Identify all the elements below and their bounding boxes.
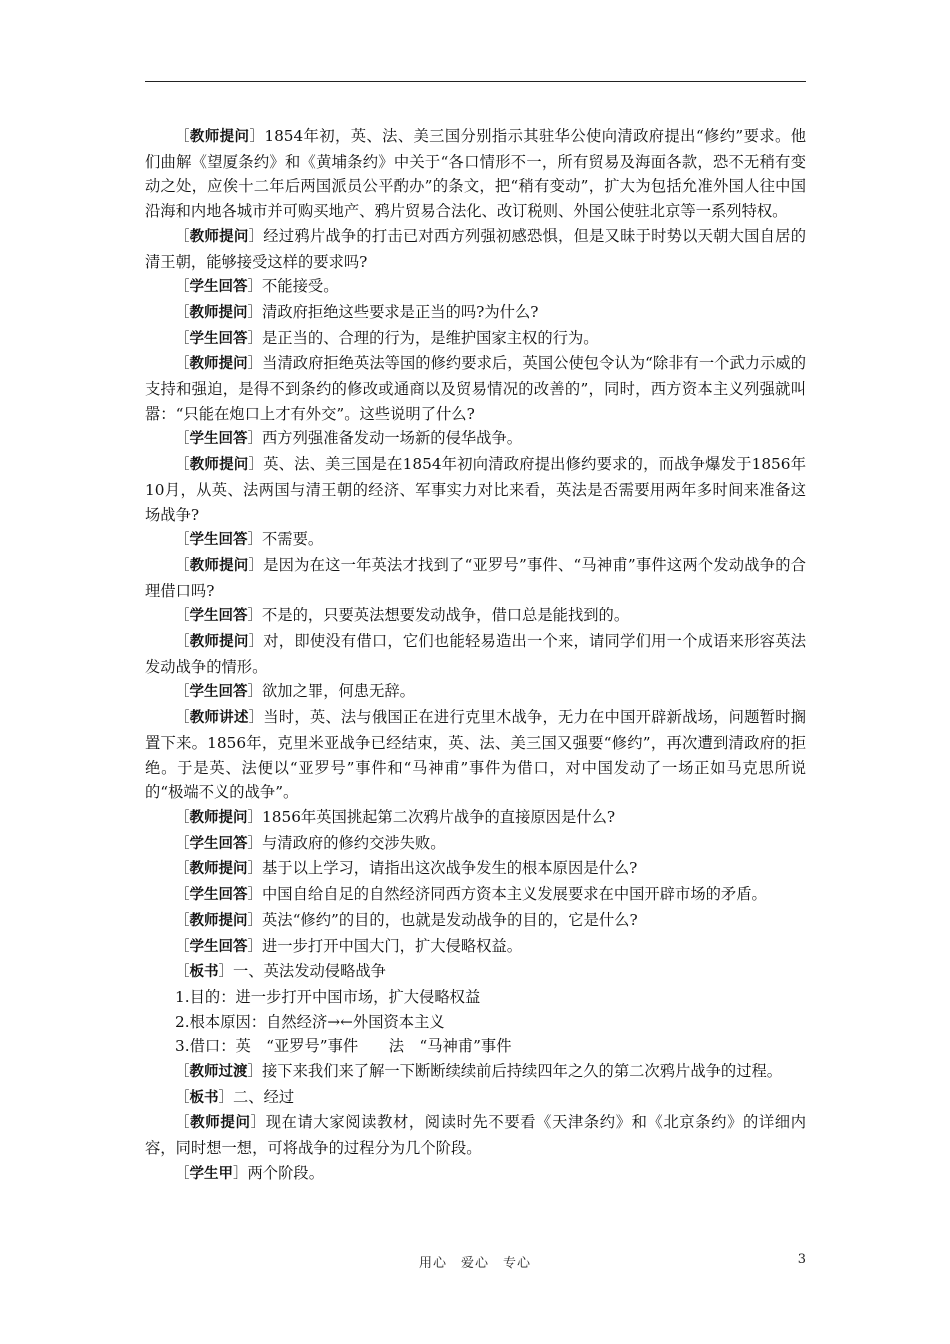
paragraph: ［学生回答］欲加之罪，何患无辞。: [175, 682, 415, 701]
paragraph: ［学生回答］是正当的、合理的行为，是维护国家主权的行为。: [175, 328, 599, 347]
speaker-tag: ［教师提问］: [175, 634, 264, 651]
speaker-tag: ［学生回答］: [175, 279, 262, 296]
page-number: 3: [797, 1252, 806, 1267]
paragraph: ［板书］二、经过: [175, 1087, 295, 1106]
speaker-tag: ［教师提问］: [175, 304, 262, 321]
speaker-tag: ［教师提问］: [175, 809, 262, 826]
paragraph: ［教师提问］是因为在这一年英法才找到了“亚罗号”事件、“马神甫”事件这两个发动战争的合理借口吗?: [145, 555, 807, 600]
paragraph: ［学生回答］进一步打开中国大门，扩大侵略权益。: [175, 936, 523, 955]
paragraph: ［教师提问］英法“修约”的目的，也就是发动战争的目的，它是什么?: [175, 910, 638, 929]
speaker-tag: ［学生回答］: [175, 887, 262, 904]
speaker-tag: ［教师提问］: [175, 912, 262, 929]
speaker-tag: ［教师提问］: [175, 356, 263, 373]
board-list-item: 1.目的：进一步打开中国市场，扩大侵略权益: [175, 987, 481, 1006]
paragraph: ［教师提问］经过鸦片战争的打击已对西方列强初感恐惧，但是又昧于时势以天朝大国自居的清王朝，能够接受这样的要求吗?: [145, 226, 806, 271]
paragraph: ［教师提问］清政府拒绝这些要求是正当的吗?为什么?: [175, 302, 539, 321]
speaker-tag: ［学生回答］: [175, 608, 262, 625]
header-rule: [145, 81, 806, 82]
paragraph: ［学生回答］中国自给自足的自然经济同西方资本主义发展要求在中国开辟市场的矛盾。: [175, 885, 767, 904]
speaker-tag: ［学生回答］: [175, 835, 262, 852]
speaker-tag: ［学生回答］: [175, 532, 262, 549]
speaker-tag: ［教师过渡］: [175, 1064, 262, 1081]
paragraph: ［学生回答］不是的，只要英法想要发动战争，借口总是能找到的。: [175, 606, 630, 625]
speaker-tag: ［教师提问］: [175, 557, 264, 574]
paragraph: ［教师提问］当清政府拒绝英法等国的修约要求后，英国公使包令认为“除非有一个武力示威的支持和强迫，是得不到条约的修改或通商以及贸易情况的改善的”，同时，西方资本主义列强就叫嚣：“只能在炮口上才有外交”。这些说明了什么?: [145, 354, 807, 423]
paragraph: ［学生回答］与清政府的修约交涉失败。: [175, 833, 446, 852]
board-list-item: 2.根本原因：自然经济→←外国资本主义: [175, 1012, 445, 1031]
speaker-tag: ［教师提问］: [175, 861, 262, 878]
speaker-tag: ［教师提问］: [175, 1115, 266, 1132]
paragraph: ［教师提问］对，即使没有借口，它们也能轻易造出一个来，请同学们用一个成语来形容英法发动战争的情形。: [145, 632, 806, 676]
speaker-tag: ［学生回答］: [175, 330, 262, 347]
paragraph: ［教师提问］现在请大家阅读教材，阅读时先不要看《天津条约》和《北京条约》的详细内容，同时想一想，可将战争的过程分为几个阶段。: [145, 1113, 807, 1158]
document-body: [145, 124, 806, 1187]
paragraph: ［学生甲］两个阶段。: [175, 1163, 324, 1182]
paragraph: ［学生回答］不能接受。: [175, 277, 339, 296]
speaker-tag: ［教师讲述］: [175, 710, 264, 727]
paragraph: ［教师提问］基于以上学习，请指出这次战争发生的根本原因是什么?: [175, 859, 638, 878]
paragraph: ［学生回答］不需要。: [175, 530, 324, 549]
speaker-tag: ［教师提问］: [175, 228, 264, 245]
paragraph: ［板书］一、英法发动侵略战争: [175, 962, 386, 981]
speaker-tag: ［板书］: [175, 964, 233, 981]
footer-motto: 用心 爱心 专心: [418, 1256, 531, 1271]
board-list-item: 3.借口：英 “亚罗号”事件 法 “马神甫”事件: [175, 1037, 512, 1056]
paragraph: ［教师讲述］当时，英、法与俄国正在进行克里木战争，无力在中国开辟新战场，问题暂时搁置下来。1856年，克里米亚战争已经结束，英、法、美三国又强要“修约”，再次遭到清政府的拒绝。于是英、法便以“亚罗号”事件和“马神甫”事件为借口，对中国发动了一场正如马克思所说的“极端不义的战争”。: [145, 708, 806, 802]
speaker-tag: ［学生回答］: [175, 684, 262, 701]
speaker-tag: ［学生回答］: [175, 431, 262, 448]
paragraph: ［教师提问］1856年英国挑起第二次鸦片战争的直接原因是什么?: [175, 807, 616, 826]
paragraph: ［学生回答］西方列强准备发动一场新的侵华战争。: [175, 429, 523, 448]
speaker-tag: ［学生回答］: [175, 938, 262, 955]
paragraph: ［教师提问］1854年初，英、法、美三国分别指示其驻华公使向清政府提出“修约”要求。他们曲解《望厦条约》和《黄埔条约》中关于“各口情形不一，所有贸易及海面各款，恐不无稍有变动之处，应俟十二年后两国派员公平酌办”的条文，把“稍有变动”，扩大为包括允准外国人往中国沿海和内地各城市并可购买地产、鸦片贸易合法化、改订税则、外国公使驻北京等一系列特权。: [145, 127, 806, 221]
paragraph: ［教师过渡］接下来我们来了解一下断断续续前后持续四年之久的第二次鸦片战争的过程。: [175, 1062, 783, 1081]
speaker-tag: ［教师提问］: [175, 457, 264, 474]
speaker-tag: ［学生甲］: [175, 1165, 248, 1182]
speaker-tag: ［教师提问］: [175, 129, 265, 145]
speaker-tag: ［板书］: [175, 1089, 233, 1106]
paragraph: ［教师提问］英、法、美三国是在1854年初向清政府提出修约要求的，而战争爆发于1856年10月，从英、法两国与清王朝的经济、军事实力对比来看，英法是否需要用两年多时间来准备这场战争?: [145, 455, 807, 524]
